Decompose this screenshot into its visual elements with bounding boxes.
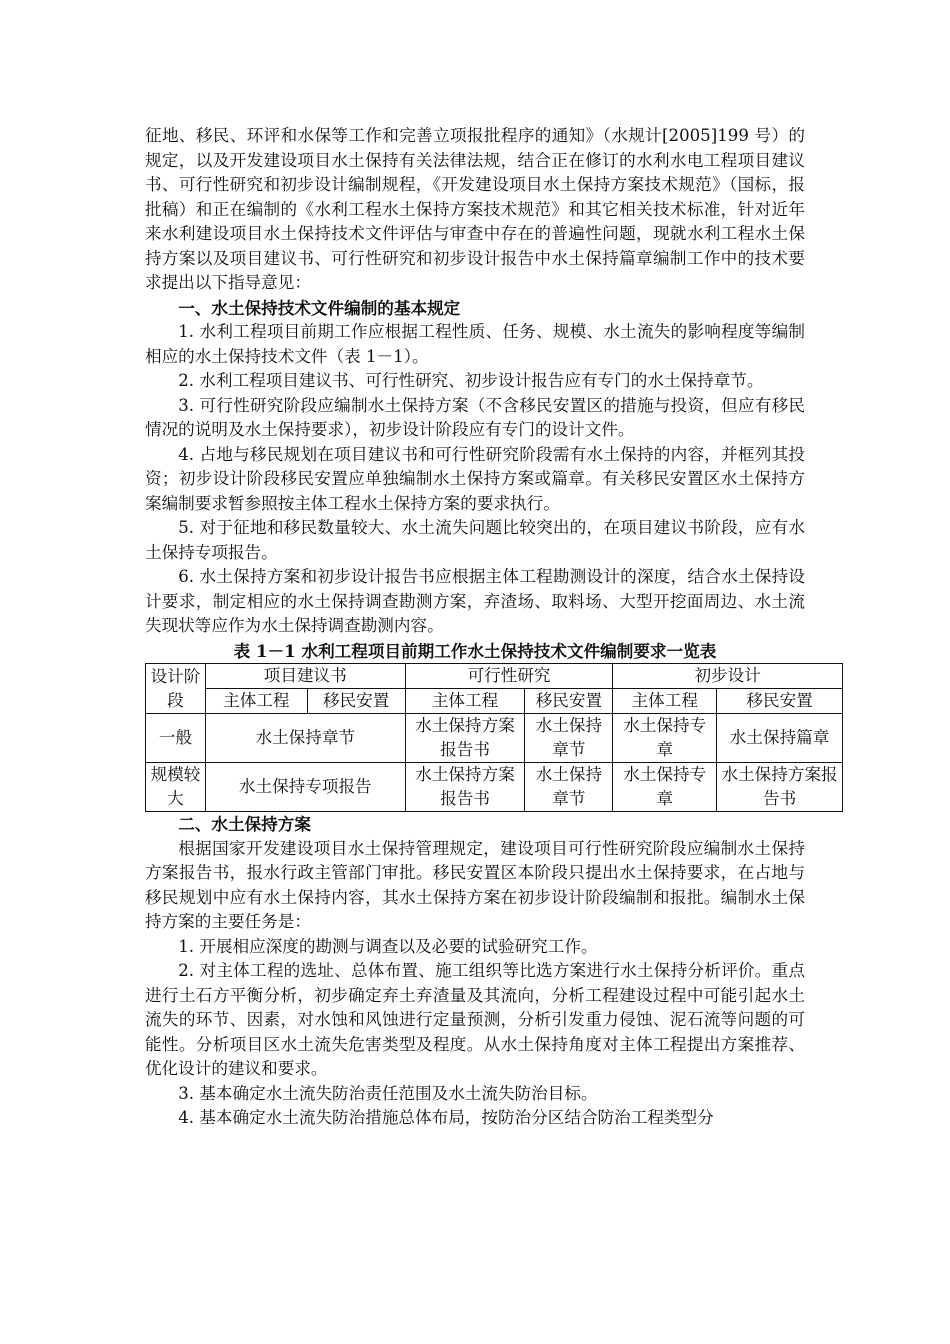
- stage-label-cell: 设计阶段: [146, 664, 206, 714]
- table-cell: 水土保持章节: [525, 763, 613, 812]
- table-cell: 水土保持专章: [613, 714, 717, 763]
- requirements-table: [145, 663, 843, 812]
- section1-heading: 一、水土保持技术文件编制的基本规定: [178, 297, 461, 318]
- table-cell: 水土保持专项报告: [205, 763, 405, 812]
- section1-item: 2. 水利工程项目建议书、可行性研究、初步设计报告应有专门的水土保持章节。: [178, 371, 764, 390]
- row-label: 规模较大: [146, 763, 206, 812]
- section2-item: 2. 对主体工程的选址、总体布置、施工组织等比选方案进行水土保持分析评价。重点进行土石方平衡分析，初步确定弃土弃渣量及其流向，分析工程建设过程中可能引起水土流失的环节、因素，对水蚀和风蚀进行定量预测，分析引发重力侵蚀、泥石流等问题的可能性。分析项目区水土流失危害类型及程度。从水土保持角度对主体工程提出方案推荐、优化设计的建议和要求。: [145, 961, 805, 1078]
- stage-header: 项目建议书: [205, 664, 405, 689]
- section1-item: 5. 对于征地和移民数量较大、水土流失问题比较突出的，在项目建议书阶段，应有水土保持专项报告。: [145, 518, 805, 562]
- section1-item: 6. 水土保持方案和初步设计报告书应根据主体工程勘测设计的深度，结合水土保持设计要求，制定相应的水土保持调查勘测方案，弃渣场、取料场、大型开挖面周边、水土流失现状等应作为水土保持调查勘测内容。: [145, 567, 805, 635]
- table-row: [146, 763, 843, 812]
- section2-item: 4. 基本确定水土流失防治措施总体布局，按防治分区结合防治工程类型分: [178, 1108, 714, 1127]
- table-cell: 水土保持篇章: [717, 714, 843, 763]
- sub-header: 移民安置: [525, 689, 613, 714]
- table-cell: 水土保持专章: [613, 763, 717, 812]
- table-cell: 水土保持方案报告书: [717, 763, 843, 812]
- document-page: [145, 124, 838, 1131]
- table-cell: 水土保持方案报告书: [405, 714, 525, 763]
- table-cell: 水土保持方案报告书: [405, 763, 525, 812]
- section1-item: 1. 水利工程项目前期工作应根据工程性质、任务、规模、水土流失的影响程度等编制相应的水土保持技术文件（表 1－1）。: [145, 322, 805, 366]
- stage-header: 初步设计: [613, 664, 843, 689]
- sub-header: 主体工程: [205, 689, 307, 714]
- table-header-row: [146, 664, 843, 689]
- section2-intro: 根据国家开发建设项目水土保持管理规定，建设项目可行性研究阶段应编制水土保持方案报告书，报水行政主管部门审批。移民安置区本阶段只提出水土保持要求，在占地与移民规划中应有水土保持内容，其水土保持方案在初步设计阶段编制和报批。编制水土保持方案的主要任务是：: [145, 838, 805, 931]
- section2-item: 1. 开展相应深度的勘测与调查以及必要的试验研究工作。: [178, 936, 598, 956]
- section1-item: 4. 占地与移民规划在项目建议书和可行性研究阶段需有水土保持的内容，并框列其投资；初步设计阶段移民安置应单独编制水土保持方案或篇章。有关移民安置区水土保持方案编制要求暂参照按主体工程水土保持方案的要求执行。: [145, 444, 805, 513]
- section2-heading: 二、水土保持方案: [178, 814, 311, 834]
- sub-header: 主体工程: [613, 689, 717, 714]
- table-caption: 表 1－1 水利工程项目前期工作水土保持技术文件编制要求一览表: [233, 640, 717, 661]
- row-label: 一般: [146, 714, 206, 763]
- intro-paragraph: 征地、移民、环评和水保等工作和完善立项报批程序的通知》（水规计[2005]199 号）的规定，以及开发建设项目水土保持有关法律法规，结合正在修订的水利水电工程项目建议书、可行性研究和初步设计编制规程，《开发建设项目水土保持方案技术规范》（国标，报批稿）和正在编制的《水利工程水土保持方案技术规范》和其它相关技术标准，针对近年来水利建设项目水土保持技术文件评估与审查中存在的普遍性问题，现就水利工程水土保持方案以及项目建议书、可行性研究和初步设计报告中水土保持篇章编制工作中的技术要求提出以下指导意见：: [145, 126, 805, 292]
- table-row: [146, 714, 843, 763]
- section1-item: 3. 可行性研究阶段应编制水土保持方案（不含移民安置区的措施与投资，但应有移民情况的说明及水土保持要求），初步设计阶段应有专门的设计文件。: [145, 395, 805, 439]
- stage-header: 可行性研究: [405, 664, 613, 689]
- sub-header: 移民安置: [717, 689, 843, 714]
- section2-item: 3. 基本确定水土流失防治责任范围及水土流失防治目标。: [178, 1083, 598, 1103]
- table-subheader-row: [146, 689, 843, 714]
- sub-header: 移民安置: [307, 689, 405, 714]
- table-cell: 水土保持章节: [205, 714, 405, 763]
- sub-header: 主体工程: [405, 689, 525, 714]
- table-cell: 水土保持章节: [525, 714, 613, 763]
